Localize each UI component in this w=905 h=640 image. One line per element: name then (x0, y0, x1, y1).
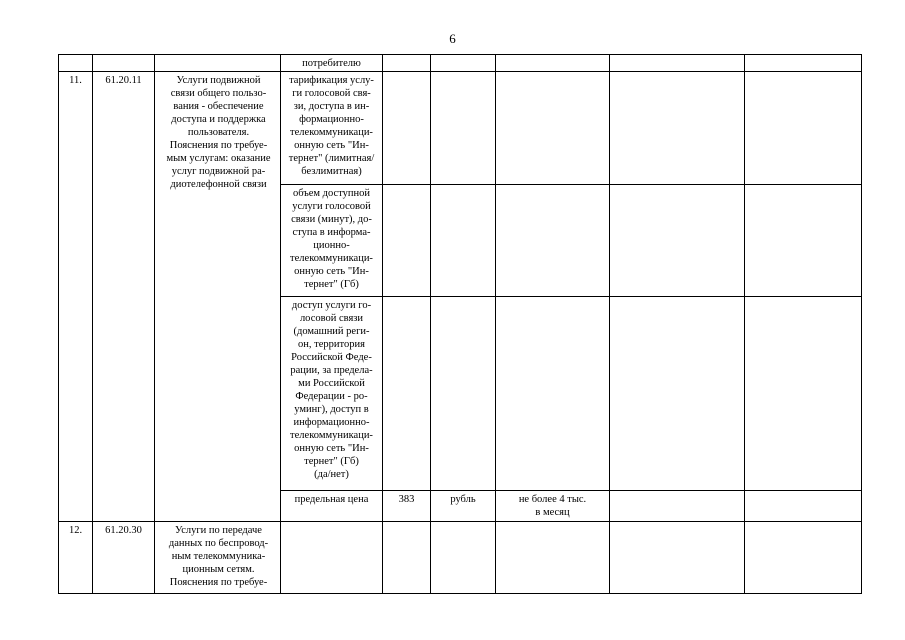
cell-value: 383 (383, 491, 431, 522)
cell-col8 (610, 185, 745, 297)
cell-value (383, 522, 431, 594)
cell-value (383, 55, 431, 72)
cell-name (155, 55, 281, 72)
cell-code: 61.20.11 (93, 72, 155, 522)
cell-col9 (745, 522, 862, 594)
cell-unit (431, 55, 496, 72)
cell-value (383, 297, 431, 491)
cell-code: 61.20.30 (93, 522, 155, 594)
cell-col8 (610, 522, 745, 594)
cell-unit (431, 185, 496, 297)
cell-characteristic: объем доступной услуги голосовой связи (минут), до- ступа в информа- ционно- телекоммуникаци- онную сеть "Ин- тернет" (Гб) (281, 185, 383, 297)
cell-num: 11. (59, 72, 93, 522)
cell-unit (431, 72, 496, 185)
cell-name: Услуги по передаче данных по беспровод- ным телекоммуника- ционным сетям. Пояснения по требуе- (155, 522, 281, 594)
cell-col9 (745, 185, 862, 297)
cell-limit (496, 72, 610, 185)
cell-characteristic: доступ услуги го- лосовой связи (домашний реги- он, территория Российской Феде- рации, за предела- ми Российской Федерации - ро- уминг), доступ в информационно- телекоммуникаци- онную сеть "Ин- тернет" (Гб) (да/нет) (281, 297, 383, 491)
cell-col9 (745, 55, 862, 72)
cell-unit (431, 522, 496, 594)
cell-value (383, 72, 431, 185)
cell-limit: не более 4 тыс. в месяц (496, 491, 610, 522)
cell-num: 12. (59, 522, 93, 594)
cell-unit (431, 297, 496, 491)
cell-characteristic (281, 522, 383, 594)
cell-limit (496, 185, 610, 297)
cell-col8 (610, 491, 745, 522)
cell-limit (496, 522, 610, 594)
cell-characteristic: предельная цена (281, 491, 383, 522)
cell-col8 (610, 55, 745, 72)
table-row (59, 55, 862, 72)
requirements-table (58, 54, 862, 594)
cell-unit: рубль (431, 491, 496, 522)
cell-col8 (610, 297, 745, 491)
table-row (59, 72, 862, 185)
page-number: 6 (449, 31, 456, 46)
cell-col8 (610, 72, 745, 185)
cell-col9 (745, 72, 862, 185)
cell-limit (496, 55, 610, 72)
cell-name: Услуги подвижной связи общего пользо- вания - обеспечение доступа и поддержка пользователя. Пояснения по требуе- мым услугам: оказание услуг подвижной ра- диотелефонной связи (155, 72, 281, 522)
cell-code (93, 55, 155, 72)
cell-col9 (745, 297, 862, 491)
cell-limit (496, 297, 610, 491)
cell-characteristic: потребителю (281, 55, 383, 72)
cell-num (59, 55, 93, 72)
cell-characteristic: тарификация услу- ги голосовой свя- зи, доступа в ин- формационно- телекоммуникаци- онную сеть "Ин- тернет" (лимитная/ безлимитная) (281, 72, 383, 185)
cell-col9 (745, 491, 862, 522)
table-row (59, 522, 862, 594)
cell-value (383, 185, 431, 297)
